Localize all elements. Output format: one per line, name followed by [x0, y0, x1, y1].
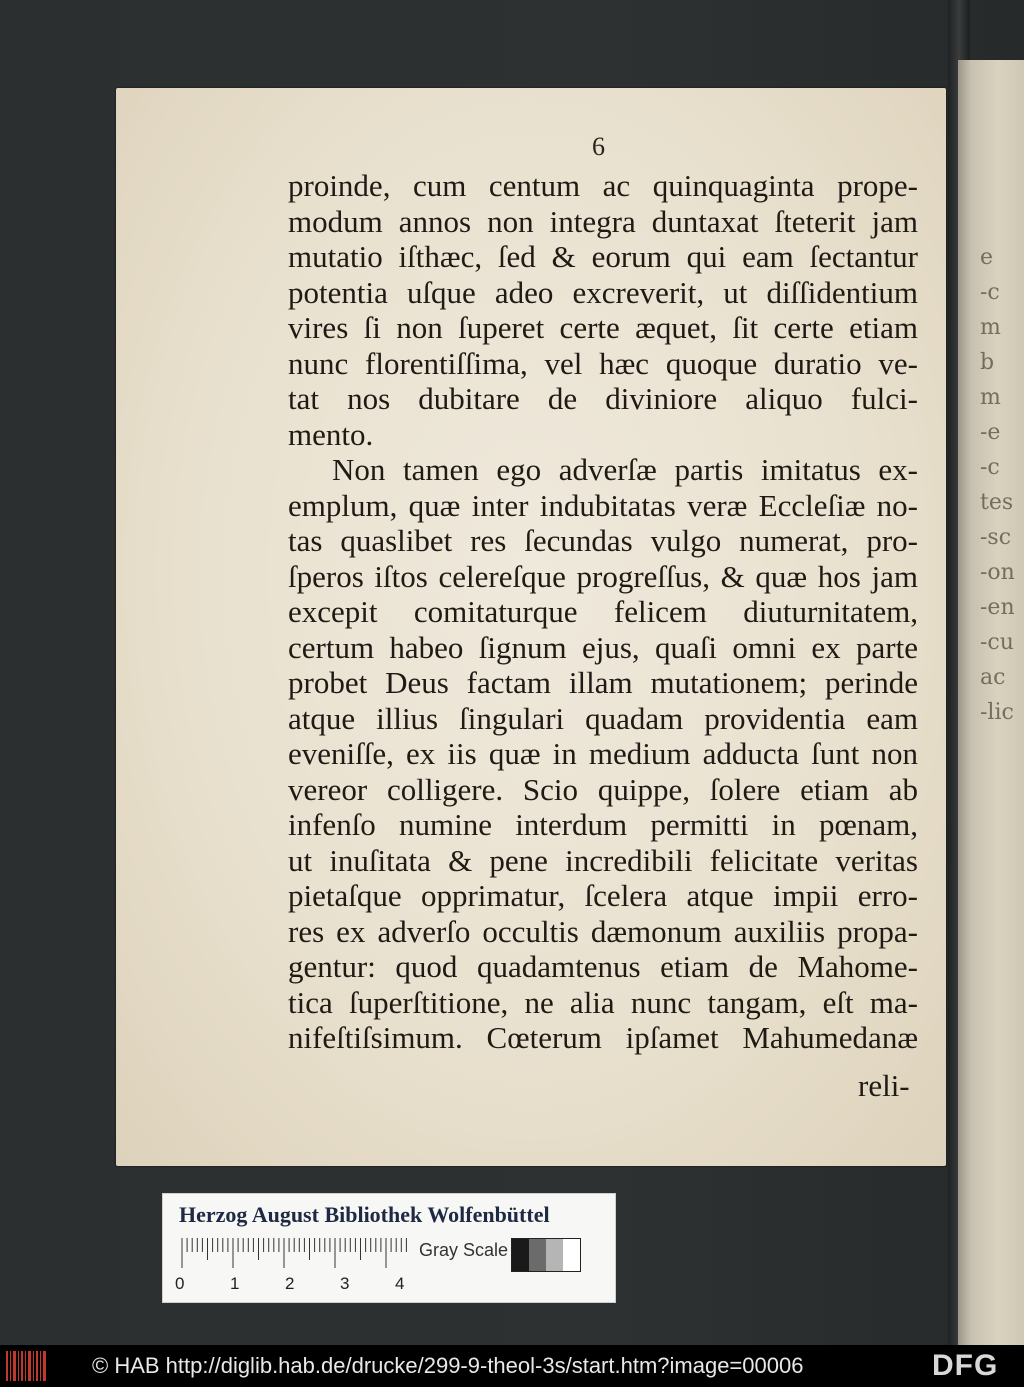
facing-page-fragment: e [980, 245, 994, 270]
ruler-icon [181, 1238, 411, 1272]
text-line: tica ſuperſtitione, ne alia nunc tangam, eſt ma- [288, 984, 918, 1020]
library-name: Herzog August Bibliothek Wolfenbüttel [179, 1202, 550, 1227]
ruler-number: 0 [175, 1274, 185, 1293]
text-line: potentia uſque adeo excreverit, ut diſſidentium [288, 274, 918, 310]
catchword: reli- [858, 1068, 910, 1103]
barcode-icon [6, 1349, 48, 1383]
facing-page-fragment: -cu [980, 630, 1014, 655]
book-page [116, 88, 946, 1166]
text-line: mutatio iſthæc, ſed & eorum qui eam ſectantur [288, 239, 918, 274]
facing-page-fragment: m [980, 315, 1001, 340]
text-line: atque illius ſingulari quadam providentia eam [288, 700, 918, 736]
facing-page-fragment: tes [980, 490, 1014, 515]
facing-page-fragment: -en [980, 595, 1015, 620]
library-color-card [162, 1193, 616, 1303]
text-line: res ex adverſo occultis dæmonum auxiliis propa- [288, 913, 918, 949]
ruler-number: 1 [230, 1274, 240, 1293]
gray-swatch [529, 1239, 546, 1271]
text-line: eveniſſe, ex iis quæ in medium adducta ſunt non [288, 736, 918, 771]
gray-swatch [563, 1239, 580, 1271]
facing-page-fragment: -sc [980, 525, 1012, 550]
facing-page-fragment: -on [980, 560, 1015, 585]
gray-scale-label: Gray Scale [419, 1240, 509, 1260]
text-line: excepit comitaturque felicem diuturnitatem, [288, 594, 918, 629]
text-line: probet Deus factam illam mutationem; perinde [288, 665, 918, 700]
text-line: infenſo numine interdum permitti in pœnam, [288, 807, 918, 842]
text-line: vires ſi non ſuperet certe æquet, ſit certe etiam [288, 310, 918, 345]
text-line: emplum, quæ inter indubitatas veræ Eccleſiæ no- [288, 487, 918, 523]
ruler-number: 3 [340, 1274, 350, 1293]
text-line: Non tamen ego adverſæ partis imitatus ex- [332, 452, 918, 487]
ruler-number: 4 [395, 1274, 405, 1293]
facing-page-fragment: -lic [980, 700, 1014, 725]
text-line: proinde, cum centum ac quinquaginta prope- [288, 168, 918, 203]
ruler-number: 2 [285, 1274, 295, 1293]
text-line: certum habeo ſignum ejus, quaſi omni ex parte [288, 629, 918, 665]
facing-page-fragment: -c [980, 280, 1000, 305]
gray-scale-swatches [511, 1238, 581, 1272]
facing-page [958, 60, 1024, 1345]
page-number: 6 [592, 132, 605, 161]
copyright-link[interactable]: © HAB http://diglib.hab.de/drucke/299-9-theol-3s/start.htm?image=00006 [92, 1353, 804, 1378]
text-line: vereor colligere. Scio quippe, ſolere etiam ab [288, 771, 918, 807]
text-line: nifeſtiſsimum. Cœterum ipſamet Mahumedanæ [288, 1020, 918, 1055]
gray-swatch [546, 1239, 563, 1271]
text-line: ut inuſitata & pene incredibili felicitate veritas [288, 842, 918, 878]
facing-page-fragment: b [980, 350, 995, 375]
footer-bar [0, 1345, 1024, 1387]
text-line: mento. [288, 416, 374, 452]
text-line: pietaſque opprimatur, ſcelera atque impii erro- [288, 878, 918, 913]
text-line: tat nos dubitare de diviniore aliquo fulci- [288, 381, 918, 416]
facing-page-text [980, 240, 1024, 730]
facing-page-fragment: -c [980, 455, 1000, 480]
facing-page-fragment: m [980, 385, 1001, 410]
text-line: nunc florentiſſima, vel hæc quoque duratio ve- [288, 345, 918, 381]
text-line: ſperos iſtos celereſque progreſſus, & quæ hos jam [288, 558, 918, 594]
gray-swatch [512, 1239, 529, 1271]
page-text-block [288, 168, 918, 1056]
facing-page-fragment: -e [980, 420, 1001, 445]
text-line: gentur: quod quadamtenus etiam de Mahome- [288, 949, 918, 984]
dfg-logo: DFG [932, 1349, 999, 1382]
facing-page-fragment: ac [980, 665, 1006, 690]
text-line: modum annos non integra duntaxat ſteterit jam [288, 203, 918, 239]
text-line: tas quaslibet res ſecundas vulgo numerat, pro- [288, 523, 918, 558]
